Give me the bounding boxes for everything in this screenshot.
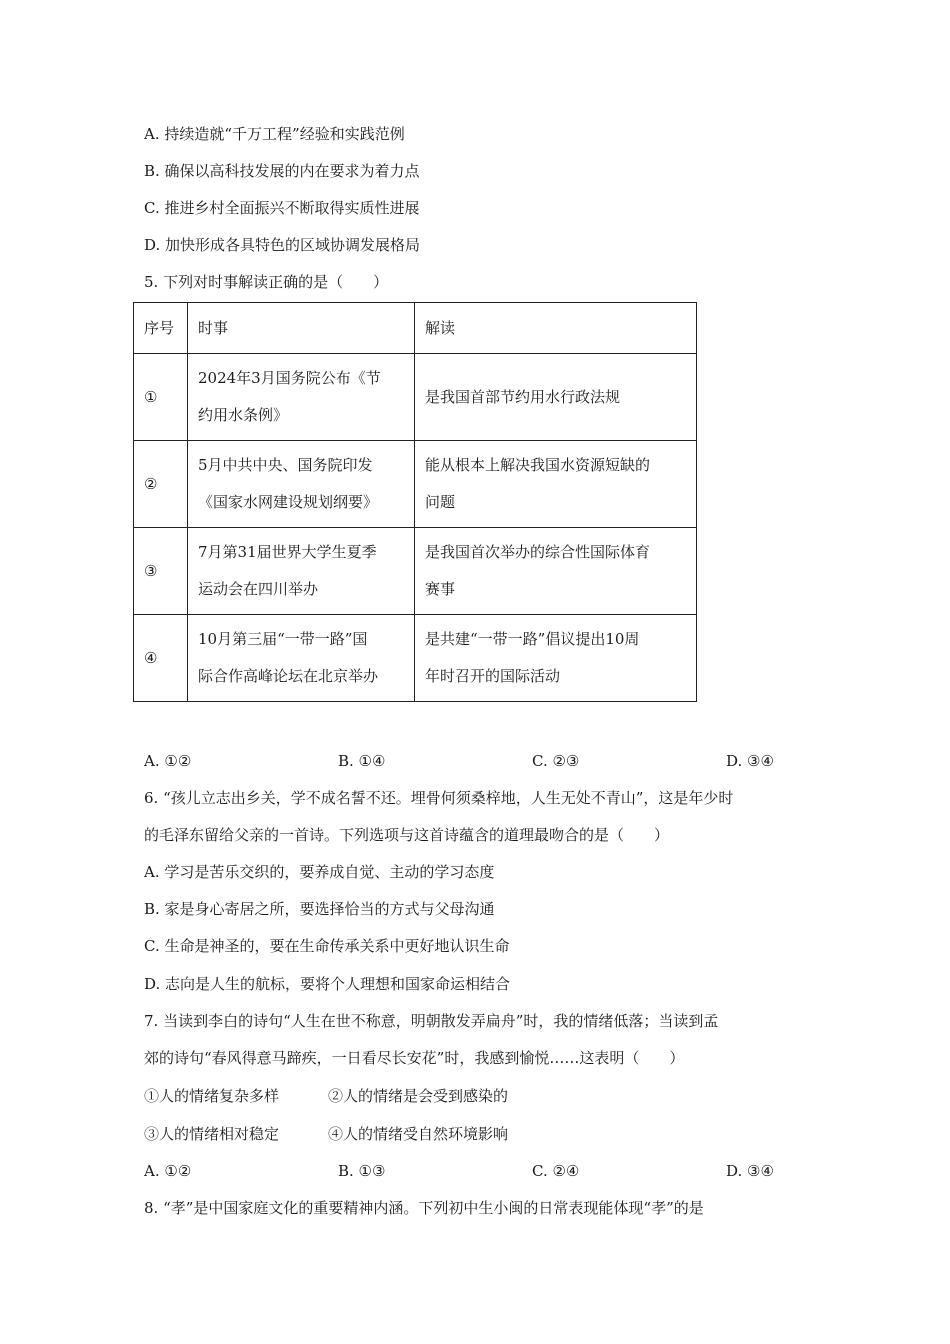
q5-option-b: B. ①④ bbox=[338, 752, 386, 770]
q6-option-d: D. 志向是人生的航标，要将个人理想和国家命运相结合 bbox=[144, 975, 511, 993]
event-line: 7月第31届世界大学生夏季 bbox=[198, 543, 377, 561]
q7-option-d: D. ③④ bbox=[726, 1162, 774, 1180]
row-no: ③ bbox=[134, 528, 188, 615]
q6-option-c: C. 生命是神圣的，要在生命传承关系中更好地认识生命 bbox=[144, 937, 510, 955]
event-line: 《国家水网建设规划纲要》 bbox=[198, 493, 379, 511]
interp-line: 是我国首部节约用水行政法规 bbox=[425, 387, 621, 406]
table-header-row bbox=[134, 303, 697, 354]
table-row bbox=[134, 354, 697, 441]
header-no: 序号 bbox=[134, 303, 188, 354]
q4-option-c: C. 推进乡村全面振兴不断取得实质性进展 bbox=[144, 199, 420, 217]
header-event: 时事 bbox=[188, 303, 415, 354]
row-interp bbox=[415, 441, 697, 528]
q5-option-d: D. ③④ bbox=[726, 752, 774, 770]
event-line: 际合作高峰论坛在北京举办 bbox=[198, 667, 379, 685]
row-event bbox=[188, 441, 415, 528]
q7-option-b: B. ①③ bbox=[338, 1162, 386, 1180]
row-interp bbox=[415, 528, 697, 615]
q5-options bbox=[144, 751, 804, 771]
q4-option-b: B. 确保以高科技发展的内在要求为着力点 bbox=[144, 162, 420, 180]
row-no: ① bbox=[134, 354, 188, 441]
q7-stem-line: 郊的诗句“春风得意马蹄疾，一日看尽长安花”时，我感到愉悦……这表明（ ） bbox=[144, 1049, 685, 1067]
q7-statement: ②人的情绪是会受到感染的 bbox=[328, 1087, 509, 1105]
q7-statement: ④人的情绪受自然环境影响 bbox=[328, 1125, 509, 1143]
q8-stem: 8. “孝”是中国家庭文化的重要精神内涵。下列初中生小闽的日常表现能体现“孝”的是 bbox=[144, 1199, 704, 1217]
interp-line: 年时召开的国际活动 bbox=[425, 667, 561, 685]
event-line: 5月中共中央、国务院印发 bbox=[198, 456, 373, 474]
q7-option-a: A. ①② bbox=[144, 1162, 192, 1180]
row-interp bbox=[415, 615, 697, 702]
q7-statement: ①人的情绪复杂多样 bbox=[144, 1087, 280, 1105]
event-line: 10月第三届“一带一路”国 bbox=[198, 630, 368, 648]
q6-option-a: A. 学习是苦乐交织的，要养成自觉、主动的学习态度 bbox=[144, 863, 495, 881]
q5-table bbox=[133, 302, 697, 702]
q5-stem: 5. 下列对时事解读正确的是（ ） bbox=[144, 273, 389, 291]
header-interp: 解读 bbox=[415, 303, 697, 354]
event-line: 约用水条例》 bbox=[198, 406, 289, 424]
interp-line: 是共建“一带一路”倡议提出10周 bbox=[425, 630, 640, 648]
interp-line: 是我国首次举办的综合性国际体育 bbox=[425, 543, 651, 561]
q6-stem-line: 6. “孩儿立志出乡关，学不成名誓不还。埋骨何须桑梓地，人生无处不青山”，这是年少时 bbox=[144, 789, 734, 807]
row-no: ④ bbox=[134, 615, 188, 702]
row-event bbox=[188, 354, 415, 441]
table-row bbox=[134, 441, 697, 528]
interp-line: 问题 bbox=[425, 493, 456, 511]
q7-statement: ③人的情绪相对稳定 bbox=[144, 1125, 280, 1143]
q7-option-c: C. ②④ bbox=[532, 1162, 580, 1180]
interp-line: 能从根本上解决我国水资源短缺的 bbox=[425, 456, 651, 474]
event-line: 2024年3月国务院公布《节 bbox=[198, 369, 381, 387]
q7-statements-row bbox=[144, 1086, 804, 1106]
q5-option-a: A. ①② bbox=[144, 752, 192, 770]
q5-option-c: C. ②③ bbox=[532, 752, 580, 770]
q7-options bbox=[144, 1161, 804, 1181]
table-row bbox=[134, 615, 697, 702]
interp-line: 赛事 bbox=[425, 580, 456, 598]
row-event bbox=[188, 528, 415, 615]
q4-option-d: D. 加快形成各具特色的区域协调发展格局 bbox=[144, 236, 421, 254]
q7-stem-line: 7. 当读到李白的诗句“人生在世不称意，明朝散发弄扁舟”时，我的情绪低落；当读到孟 bbox=[144, 1012, 719, 1030]
row-no: ② bbox=[134, 441, 188, 528]
q6-option-b: B. 家是身心寄居之所，要选择恰当的方式与父母沟通 bbox=[144, 900, 495, 918]
table-row bbox=[134, 528, 697, 615]
event-line: 运动会在四川举办 bbox=[198, 580, 319, 598]
q7-statements-row bbox=[144, 1124, 804, 1144]
row-interp bbox=[415, 354, 697, 441]
row-event bbox=[188, 615, 415, 702]
q6-stem-line: 的毛泽东留给父亲的一首诗。下列选项与这首诗蕴含的道理最吻合的是（ ） bbox=[144, 826, 670, 844]
q4-option-a: A. 持续造就“千万工程”经验和实践范例 bbox=[144, 125, 405, 143]
